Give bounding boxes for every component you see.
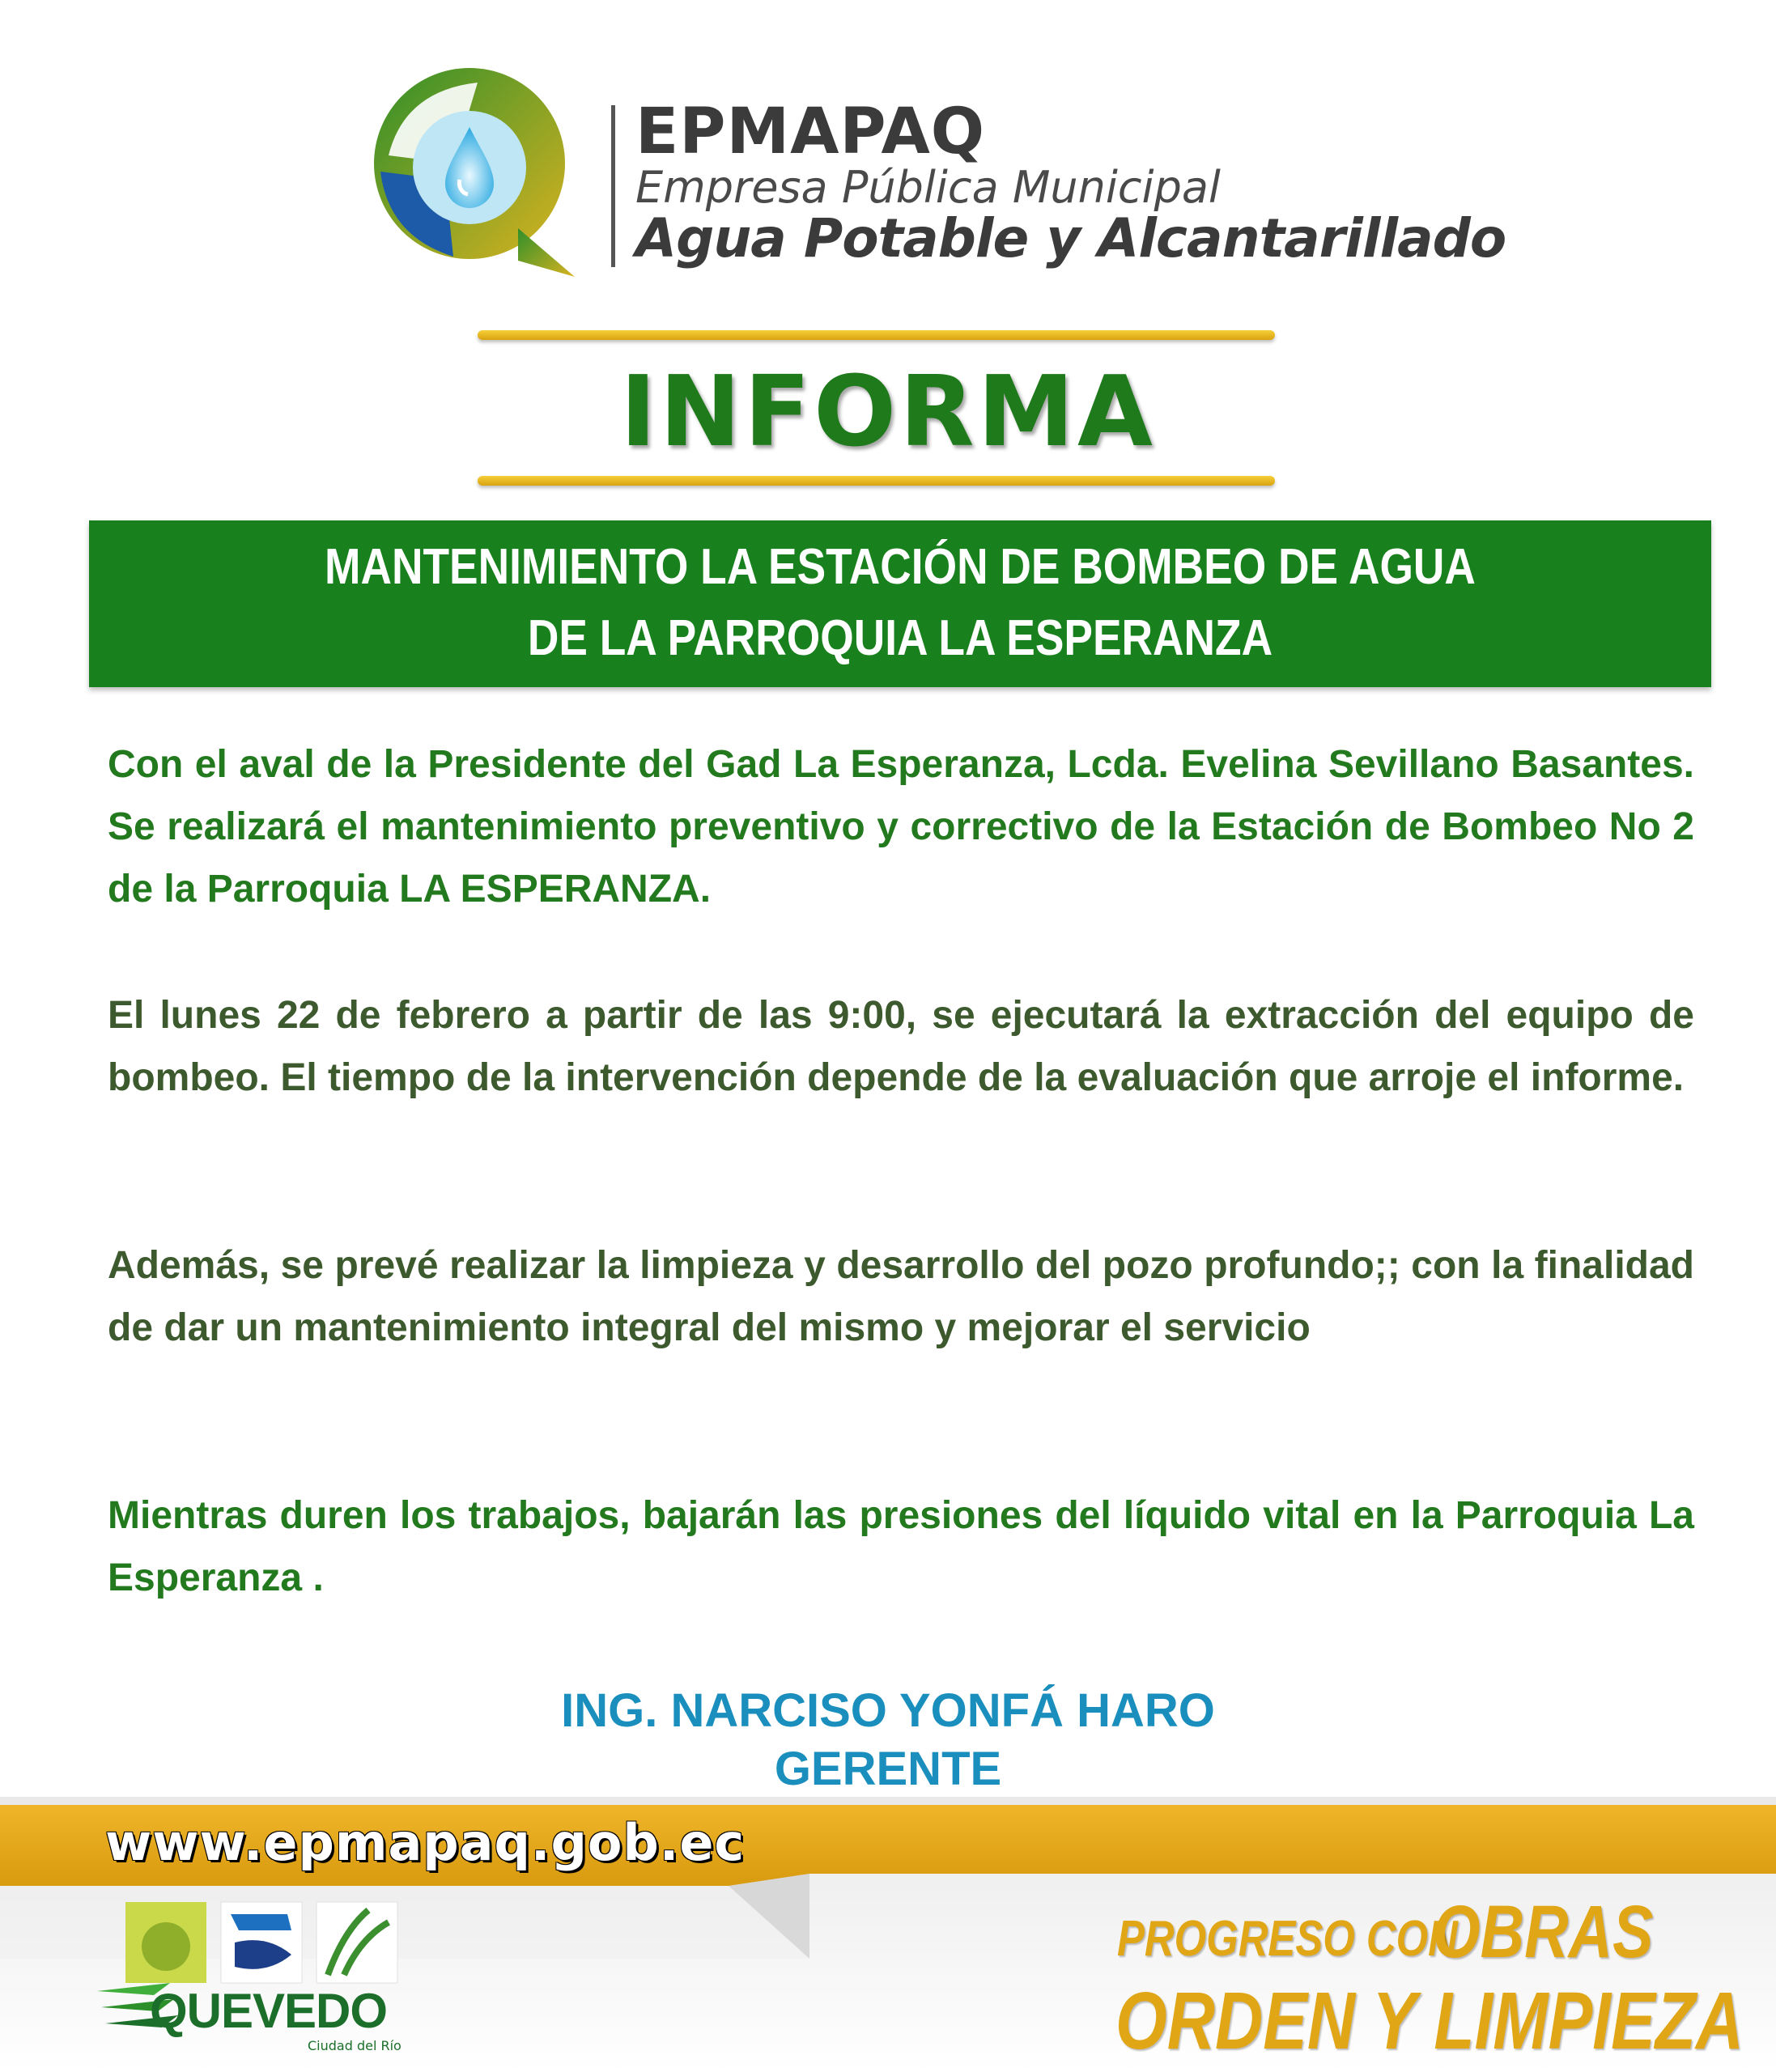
paragraph-pressure-notice: Mientras duren los trabajos, bajarán las presiones del líquido vital en la Parroquia La Esperanza . [108, 1494, 1694, 1599]
slogan-order-cleanliness: ORDEN Y LIMPIEZA [1115, 1976, 1744, 2066]
headline-line-2: DE LA PARROQUIA LA ESPERANZA [527, 610, 1273, 666]
epmapaq-logo-icon [356, 58, 599, 285]
slogan-works: OBRAS [1433, 1891, 1654, 1973]
city-tagline: Ciudad del Río [308, 2038, 402, 2053]
headline-banner [89, 520, 1711, 687]
brand-service: Agua Potable y Alcantarillado [635, 207, 1506, 270]
headline-line-1: MANTENIMIENTO LA ESTACIÓN DE BOMBEO DE AGUA [325, 539, 1476, 595]
gold-divider-bottom [478, 476, 1275, 486]
paragraph-authorization: Con el aval de la Presidente del Gad La Esperanza, Lcda. Evelina Sevillano Basantes. Se realizará el mantenimiento preventivo y correctivo de la Estación de Bombeo No 2 de la Parroquia LA ESPERANZA. [108, 743, 1694, 911]
logo-divider [611, 105, 615, 267]
paragraph-well-cleaning: Además, se prevé realizar la limpieza y desarrollo del pozo profundo;; con la finalidad de dar un mantenimiento integral del mismo y mejorar el servicio [108, 1244, 1694, 1349]
brand-name: EPMAPAQ [635, 96, 986, 168]
signatory-title: GERENTE [774, 1743, 1002, 1795]
gold-divider-top [478, 330, 1275, 340]
paragraph-schedule: El lunes 22 de febrero a partir de las 9:00, se ejecutará la extracción del equipo de bombeo. El tiempo de la intervención depende de la evaluación que arroje el informe. [108, 994, 1694, 1099]
signatory-name: ING. NARCISO YONFÁ HARO [561, 1684, 1215, 1737]
quevedo-emblems-icon [125, 1898, 401, 1987]
website-link[interactable]: www.epmapaq.gob.ec [105, 1813, 746, 1872]
notice-title: INFORMA [620, 356, 1156, 469]
city-logo-text: QUEVEDO [150, 1984, 388, 2038]
slogan-progress: PROGRESO CON [1117, 1911, 1458, 1967]
brand-subtitle: Empresa Pública Municipal [635, 162, 1221, 213]
